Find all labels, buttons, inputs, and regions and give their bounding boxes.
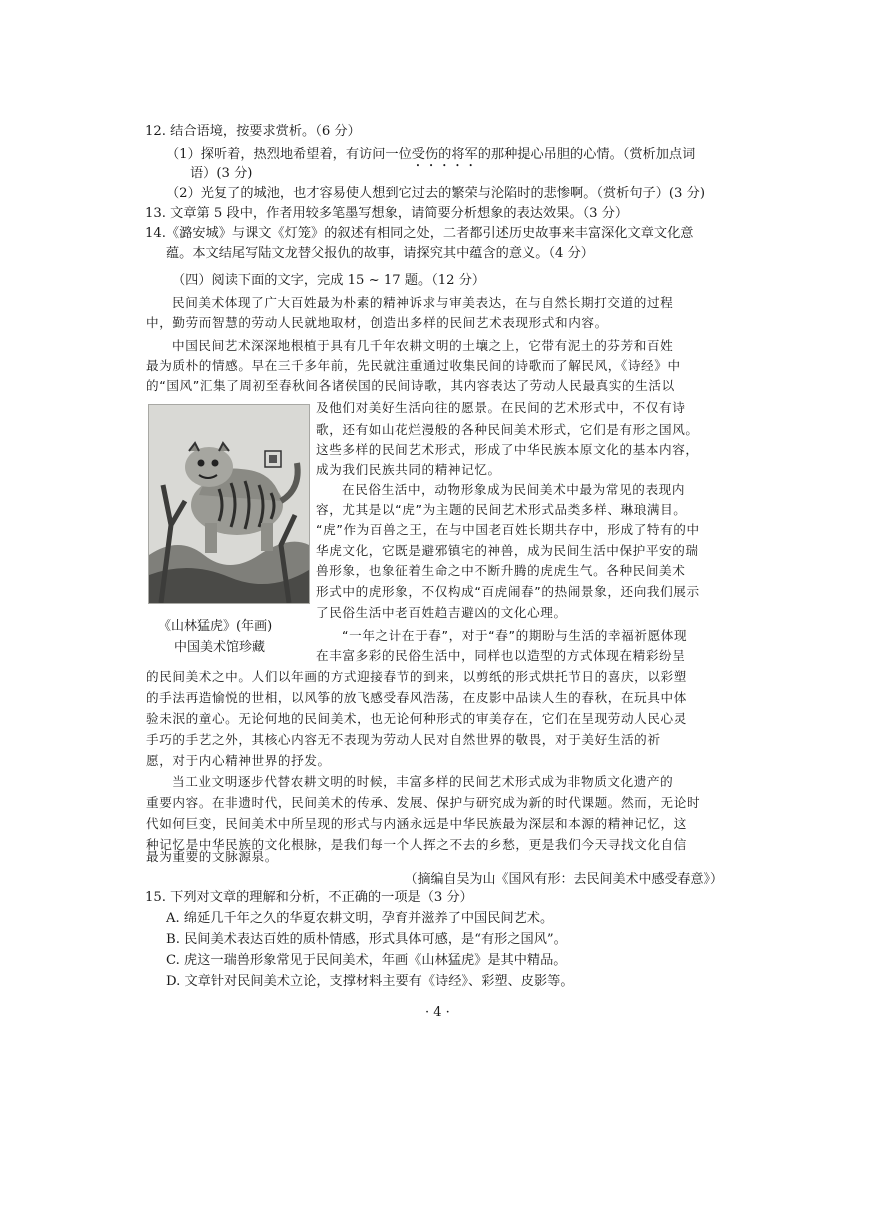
article-p2-line7: 成为我们民族共同的精神记忆。 bbox=[316, 462, 501, 477]
article-p1-line2: 中，勤劳而智慧的劳动人民就地取材，创造出多样的民间艺术表现形式和内容。 bbox=[146, 315, 608, 330]
article-p5-line4: 种记忆是中华民族的文化根脉，是我们每一个人挥之不去的乡愁，更是我们今天寻找文化自信 bbox=[146, 837, 687, 852]
q12-item1-pre: （1）探听着，热烈地希望着，有访问一位 bbox=[166, 147, 412, 162]
article-p4-line5: 验未泯的童心。无论何地的民间美术，也无论何种形式的审美存在，它们在呈现劳动人民心灵 bbox=[146, 711, 687, 726]
q14-line1: 14.《潞安城》与课文《灯笼》的叙述有相同之处，二者都引述历史故事来丰富深化文章文化意 bbox=[145, 226, 694, 241]
article-p4-line2: 在丰富多彩的民俗生活中，同样也以造型的方式体现在精彩纷呈 bbox=[316, 648, 686, 663]
article-p3-line4: 华虎文化，它既是避邪镇宅的神兽，成为民间生活中保护平安的瑞 bbox=[316, 543, 699, 558]
article-p5-line2: 重要内容。在非遗时代，民间美术的传承、发展、保护与研究成为新的时代课题。然而，无论时 bbox=[146, 795, 701, 810]
article-p2-line3: 的“国风”汇集了周初至春秋间各诸侯国的民间诗歌，其内容表达了劳动人民最真实的生活以 bbox=[146, 378, 675, 393]
article-source: （摘编自吴为山《国风有形：去民间美术中感受春意》） bbox=[404, 872, 723, 887]
article-p3-line3: “虎”作为百兽之王，在与中国老百姓长期共存中，形成了特有的中 bbox=[316, 522, 700, 537]
article-p2-line4: 及他们对美好生活向往的愿景。在民间的艺术形式中，不仅有诗 bbox=[316, 400, 686, 415]
tiger-painting-image bbox=[148, 404, 310, 604]
article-p5-line5: 最为重要的文脉源泉。 bbox=[146, 849, 278, 864]
q12-item1-emphasized: 受伤的将军 bbox=[411, 147, 478, 162]
q15-option-c: C. 虎这一瑞兽形象常见于民间美术，年画《山林猛虎》是其中精品。 bbox=[166, 953, 567, 968]
q15-stem: 15. 下列对文章的理解和分析，不正确的一项是（3 分） bbox=[145, 890, 473, 905]
article-p5-line3: 代如何巨变，民间美术中所呈现的形式与内涵永远是中华民族最为深层和本源的精神记忆，这 bbox=[146, 816, 687, 831]
page-number: · 4 · bbox=[425, 1005, 450, 1020]
q14-line2: 蕴。本文结尾写陆文龙替父报仇的故事，请探究其中蕴含的意义。（4 分） bbox=[166, 246, 594, 261]
figure-caption-title: 《山林猛虎》(年画) bbox=[158, 619, 273, 634]
article-p4-line3: 的民间美术之中。人们以年画的方式迎接春节的到来，以剪纸的形式烘托节日的喜庆，以彩塑 bbox=[146, 669, 687, 684]
article-p2-line6: 这些多样的民间艺术形式，形成了中华民族本原文化的基本内容， bbox=[316, 442, 699, 457]
q12-item2: （2）光复了的城池，也才容易使人想到它过去的繁荣与沦陷时的悲惨啊。（赏析句子）(3 分) bbox=[166, 186, 705, 201]
article-p3-line5: 兽形象，也象征着生命之中不断升腾的虎虎生气。各种民间美术 bbox=[316, 563, 686, 578]
article-p3-line6: 形式中的虎形象，不仅构成“百虎闹春”的热闹景象，还向我们展示 bbox=[316, 584, 700, 599]
figure-caption-collection: 中国美术馆珍藏 bbox=[174, 640, 266, 655]
q12-item1-line2: 语）(3 分) bbox=[190, 166, 253, 181]
section4-heading: （四）阅读下面的文字，完成 15 ~ 17 题。（12 分） bbox=[172, 273, 486, 288]
tiger-illustration bbox=[149, 405, 309, 603]
article-p4-line6: 手巧的手艺之外，其核心内容无不表现为劳动人民对自然世界的敬畏，对于美好生活的祈 bbox=[146, 732, 661, 747]
article-p4-line1: “一年之计在于春”，对于“春”的期盼与生活的幸福祈愿体现 bbox=[342, 628, 688, 643]
q15-option-d: D. 文章针对民间美术立论，支撑材料主要有《诗经》、彩塑、皮影等。 bbox=[166, 974, 574, 989]
article-p5-line1: 当工业文明逐步代替农耕文明的时候，丰富多样的民间艺术形式成为非物质文化遗产的 bbox=[172, 774, 674, 789]
q13-text: 13. 文章第 5 段中，作者用较多笔墨写想象，请简要分析想象的表达效果。（3 分） bbox=[145, 206, 629, 221]
article-p3-line2: 容，尤其是以“虎”为主题的民间艺术形式品类多样、琳琅满目。 bbox=[316, 502, 687, 517]
article-p2-line2: 最为质朴的情感。早在三千多年前，先民就注重通过收集民间的诗歌而了解民风，《诗经》中 bbox=[146, 358, 681, 373]
q12-item1-post: 的那种提心吊胆的心情。（赏析加点词 bbox=[477, 147, 696, 162]
article-p1-line1: 民间美术体现了广大百姓最为朴素的精神诉求与审美表达，在与自然长期打交道的过程 bbox=[172, 295, 674, 310]
q15-option-a: A. 绵延几千年之久的华夏农耕文明，孕育并滋养了中国民间艺术。 bbox=[166, 911, 554, 926]
article-p3-line1: 在民俗生活中，动物形象成为民间美术中最为常见的表现内 bbox=[342, 482, 686, 497]
q15-option-b: B. 民间美术表达百姓的质朴情感，形式具体可感，是“有形之国风”。 bbox=[166, 932, 567, 947]
article-p2-line1: 中国民间艺术深深地根植于具有几千年农耕文明的土壤之上，它带有泥土的芬芳和百姓 bbox=[172, 338, 674, 353]
article-p2-line5: 歌，还有如山花烂漫般的各种民间美术形式，它们是有形之国风。 bbox=[316, 422, 699, 437]
article-p3-line7: 了民俗生活中老百姓趋吉避凶的文化心理。 bbox=[316, 605, 567, 620]
article-p4-line4: 的手法再造愉悦的世相，以风筝的放飞感受春风浩荡，在皮影中品读人生的春秋，在玩具中体 bbox=[146, 690, 687, 705]
article-p4-line7: 愿，对于内心精神世界的抒发。 bbox=[146, 753, 331, 768]
q12-title: 12. 结合语境，按要求赏析。（6 分） bbox=[145, 124, 361, 139]
